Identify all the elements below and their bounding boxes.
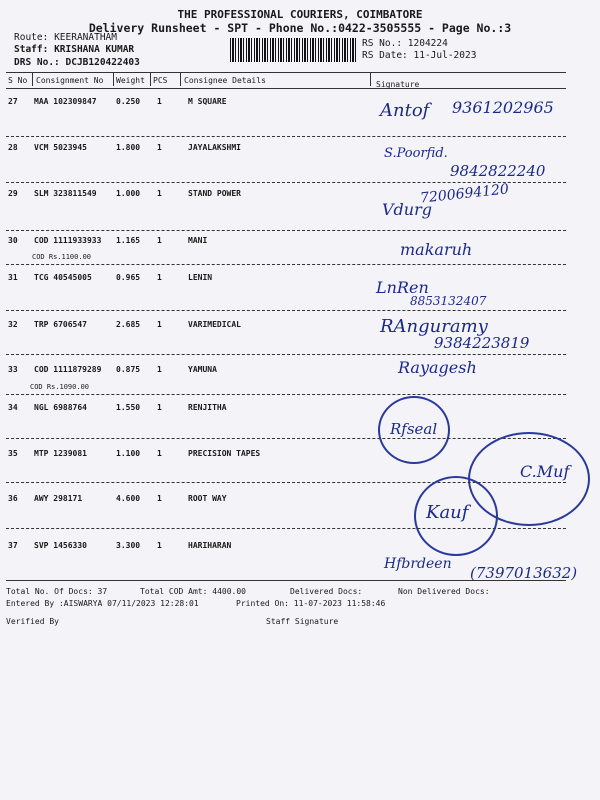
row-37-consignment: SVP 1456330	[34, 541, 87, 550]
row-32-phone: 9384223819	[434, 334, 530, 352]
row-31-consignee: LENIN	[188, 273, 213, 282]
row-29-consignee: STAND POWER	[188, 189, 241, 198]
barcode	[230, 38, 358, 62]
rs-no-value: 1204224	[407, 38, 448, 49]
row-29-signature: Vdurg	[382, 200, 432, 219]
row-37-pcs: 1	[157, 541, 162, 550]
row-30-cod: COD Rs.1100.00	[32, 253, 92, 261]
row-31-consignment: TCG 40545005	[34, 273, 92, 282]
printed-on: Printed On: 11-07-2023 11:58:46	[236, 599, 386, 608]
row-27-signature: Antof	[380, 100, 430, 121]
row-37-signature: Hfbrdeen	[384, 556, 452, 572]
rs-date-line: RS Date: 11-Jul-2023	[362, 50, 477, 61]
row-29-phone: 7200694120	[419, 181, 510, 207]
row-37-sno: 37	[8, 541, 18, 550]
row-37-phone: (7397013632)	[470, 564, 578, 582]
row-32-consignee: VARIMEDICAL	[188, 320, 241, 329]
staff-signature: Staff Signature	[266, 617, 339, 626]
row-30-weight: 1.165	[116, 236, 141, 245]
row-separator	[6, 354, 566, 355]
total-cod: Total COD Amt: 4400.00	[140, 587, 246, 596]
row-35-weight: 1.100	[116, 449, 141, 458]
col-divider	[113, 72, 114, 86]
non-delivered-docs: Non Delivered Docs:	[398, 587, 490, 596]
row-separator	[6, 182, 566, 183]
row-30-sno: 30	[8, 236, 18, 245]
rs-date-value: 11-Jul-2023	[413, 50, 477, 61]
header-bottom-border	[6, 88, 566, 89]
col-divider	[180, 72, 181, 86]
row-33-sno: 33	[8, 365, 18, 374]
row-34-pcs: 1	[157, 403, 162, 412]
col-divider	[32, 72, 33, 86]
row-32-consignment: TRP 6706547	[34, 320, 87, 329]
row-30-consignment: COD 1111933933	[34, 236, 102, 245]
row-35-pcs: 1	[157, 449, 162, 458]
col-divider	[370, 72, 371, 86]
row-31-weight: 0.965	[116, 273, 141, 282]
row-separator	[6, 264, 566, 265]
row-28-sno: 28	[8, 143, 18, 152]
row-28-phone: 9842822240	[450, 162, 546, 180]
col-header-sno: S No	[8, 76, 28, 85]
route-value: KEERANATHAM	[54, 32, 117, 43]
row-27-consignee: M SQUARE	[188, 97, 227, 106]
total-docs: Total No. Of Docs: 37	[6, 587, 108, 596]
row-35-consignee: PRECISION TAPES	[188, 449, 261, 458]
row-35-consignment: MTP 1239081	[34, 449, 87, 458]
row-separator	[6, 310, 566, 311]
row-31-signature: LnRen	[376, 278, 429, 297]
row-27-phone: 9361202965	[452, 98, 554, 117]
row-29-pcs: 1	[157, 189, 162, 198]
row-37-weight: 3.300	[116, 541, 141, 550]
row-32-signature: RAnguramy	[380, 316, 488, 337]
row-31-sno: 31	[8, 273, 18, 282]
row-28-weight: 1.800	[116, 143, 141, 152]
rs-no-line: RS No.: 1204224	[362, 38, 448, 49]
row-separator	[6, 136, 566, 137]
route-line: Route: KEERANATHAM	[14, 32, 117, 43]
row-29-sno: 29	[8, 189, 18, 198]
row-30-pcs: 1	[157, 236, 162, 245]
col-divider	[150, 72, 151, 86]
row-33-consignment: COD 1111879289	[34, 365, 102, 374]
row-34-signature: Rfseal	[390, 420, 438, 438]
col-header-weight: Weight	[116, 76, 145, 85]
row-35-signature: C.Muf	[520, 462, 570, 481]
row-34-consignment: NGL 6988764	[34, 403, 87, 412]
row-36-pcs: 1	[157, 494, 162, 503]
row-27-pcs: 1	[157, 97, 162, 106]
row-34-sno: 34	[8, 403, 18, 412]
row-29-consignment: SLM 323811549	[34, 189, 97, 198]
table-bottom-border	[6, 580, 566, 581]
row-36-consignment: AWY 298171	[34, 494, 83, 503]
drs-value: DCJB120422403	[65, 57, 140, 68]
row-32-pcs: 1	[157, 320, 162, 329]
row-separator	[6, 394, 566, 395]
row-separator	[6, 528, 566, 529]
entered-by: Entered By :AISWARYA 07/11/2023 12:28:01	[6, 599, 199, 608]
col-header-consignment: Consignment No	[36, 76, 104, 85]
staff-line: Staff: KRISHANA KUMAR	[14, 44, 135, 55]
row-34-weight: 1.550	[116, 403, 141, 412]
row-33-signature: Rayagesh	[398, 358, 477, 377]
row-separator	[6, 438, 566, 439]
row-32-weight: 2.685	[116, 320, 141, 329]
col-header-pcs: PCS	[153, 76, 168, 85]
row-31-phone: 8853132407	[410, 294, 487, 308]
row-separator	[6, 482, 566, 483]
row-33-weight: 0.875	[116, 365, 141, 374]
col-header-consignee: Consignee Details	[184, 76, 266, 85]
row-30-consignee: MANI	[188, 236, 208, 245]
table-top-border	[6, 72, 566, 73]
row-27-sno: 27	[8, 97, 18, 106]
page-title: THE PROFESSIONAL COURIERS, COIMBATORE	[177, 8, 423, 21]
row-30-signature: makaruh	[400, 240, 473, 259]
verified-by: Verified By	[6, 617, 59, 626]
row-28-consignee: JAYALAKSHMI	[188, 143, 241, 152]
row-28-consignment: VCM 5023945	[34, 143, 87, 152]
row-36-consignee: ROOT WAY	[188, 494, 227, 503]
row-28-signature: S.Poorfid.	[384, 146, 448, 161]
row-37-consignee: HARIHARAN	[188, 541, 232, 550]
row-27-consignment: MAA 102309847	[34, 97, 97, 106]
row-28-pcs: 1	[157, 143, 162, 152]
col-header-signature: Signature	[376, 80, 420, 89]
drs-line: DRS No.: DCJB120422403	[14, 57, 140, 68]
row-31-pcs: 1	[157, 273, 162, 282]
row-35-sno: 35	[8, 449, 18, 458]
row-36-weight: 4.600	[116, 494, 141, 503]
page-subtitle: Delivery Runsheet - SPT - Phone No.:0422-3505555 - Page No.:3	[88, 21, 512, 35]
row-33-consignee: YAMUNA	[188, 365, 217, 374]
row-27-weight: 0.250	[116, 97, 141, 106]
row-33-pcs: 1	[157, 365, 162, 374]
row-33-cod: COD Rs.1090.00	[30, 383, 90, 391]
row-34-consignee: RENJITHA	[188, 403, 227, 412]
row-32-sno: 32	[8, 320, 18, 329]
row-36-sno: 36	[8, 494, 18, 503]
row-29-weight: 1.000	[116, 189, 141, 198]
staff-value: KRISHANA KUMAR	[54, 44, 135, 55]
delivered-docs: Delivered Docs:	[290, 587, 363, 596]
row-separator	[6, 230, 566, 231]
row-36-signature: Kauf	[426, 502, 469, 523]
